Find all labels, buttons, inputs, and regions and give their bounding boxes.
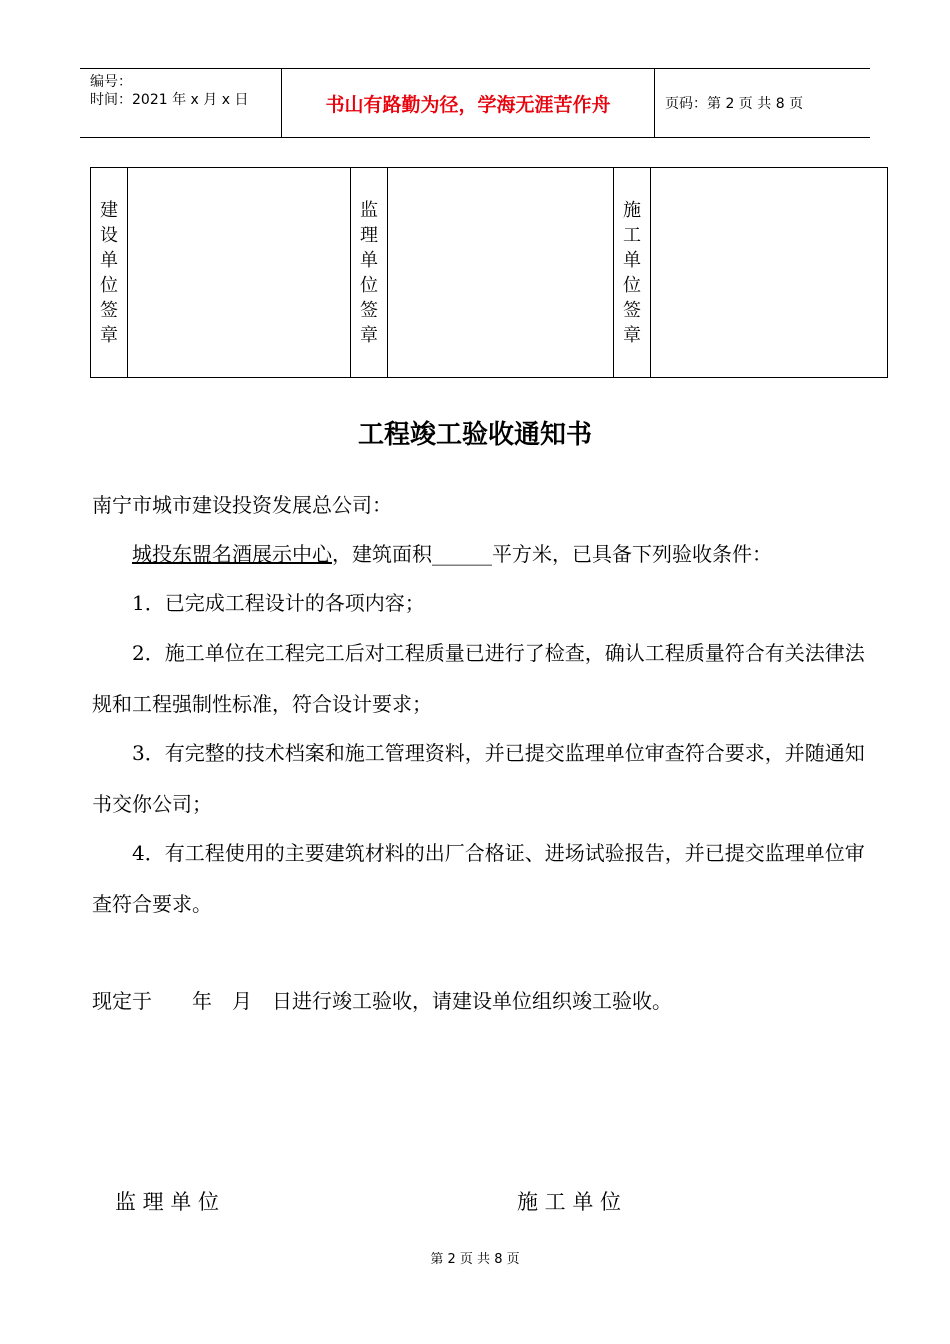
area-blank: ______	[432, 542, 492, 566]
condition-3: 3．有完整的技术档案和施工管理资料，并已提交监理单位审查符合要求，并随通知书交你公司；	[92, 741, 865, 816]
contractor-unit-label: 施 工 单 位	[517, 1190, 622, 1214]
condition-4: 4．有工程使用的主要建筑材料的出厂合格证、进场试验报告，并已提交监理单位审查符合要求。	[92, 841, 865, 916]
sign-cell-supervisor	[388, 168, 614, 378]
sign-cell-owner	[128, 168, 351, 378]
page-header	[80, 68, 870, 138]
signature-table	[90, 167, 888, 378]
header-meta	[80, 69, 280, 137]
condition-1: 1．已完成工程设计的各项内容；	[132, 591, 425, 615]
time-label: 时间：2021 年 x 月 x 日	[90, 92, 249, 108]
condition-2: 2．施工单位在工程完工后对工程质量已进行了检查，确认工程质量符合有关法律法规和工程强制性标准，符合设计要求；	[92, 641, 865, 716]
addressee: 南宁市城市建设投资发展总公司：	[92, 493, 392, 517]
page-footer: 第 2 页 共 8 页	[430, 1252, 520, 1267]
number-label: 编号：	[90, 74, 132, 90]
sign-label-owner: 建设单位签章	[91, 168, 128, 378]
sign-label-supervisor: 监理单位签章	[351, 168, 388, 378]
schedule-line: 现定于 年 月 日进行竣工验收，请建设单位组织竣工验收。	[92, 989, 672, 1013]
header-slogan: 书山有路勤为径，学海无涯苦作舟	[281, 69, 655, 137]
sign-cell-contractor	[651, 168, 888, 378]
sign-label-contractor: 施工单位签章	[614, 168, 651, 378]
intro-paragraph: 城投东盟名酒展示中心，建筑面积______平方米，已具备下列验收条件：	[132, 542, 772, 566]
header-page-label: 页码：第 2 页 共 8 页	[665, 96, 804, 112]
supervisor-unit-label: 监 理 单 位	[115, 1190, 220, 1214]
project-name: 城投东盟名酒展示中心	[132, 542, 332, 566]
notice-title: 工程竣工验收通知书	[357, 420, 592, 450]
